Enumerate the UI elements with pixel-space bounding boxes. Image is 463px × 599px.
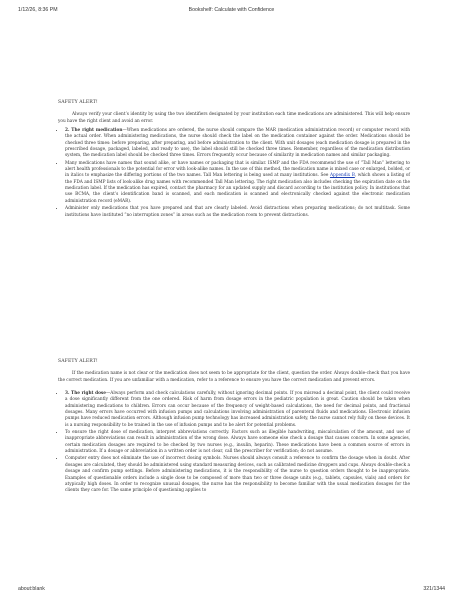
rights-list: [58, 390, 410, 495]
list-item: [65, 429, 410, 455]
content-section-1: [58, 100, 410, 219]
appendix-b-link[interactable]: Appendix B: [329, 173, 355, 179]
page-footer: [18, 582, 445, 592]
page-header: [18, 7, 445, 17]
list-item-text: To ensure the right dose of medication, interpret abbreviations correctly. Factors such as illegible handwriting, miscalculation of the amount, and use of inappropriate abbreviations can result in administration of the wrong dose. Always have someone else check a dosage that causes concern. In some agencies, certain medication dosages are required to be checked by two nurses (e.g., insulin, heparin). These medications have been a common source of errors in administration. If a dosage or abbreviation in a written order is not clear, call the prescriber for verification; do not assume.: [65, 430, 410, 455]
list-item-text: Administer only medications that you have prepared and that are clearly labeled. Avoid distractions when preparing medications; do not multitask. Some institutions have instituted “no interruption zones” in areas such as the medication room to prevent distractions.: [65, 206, 410, 218]
right-medication-label: 2. The right medication: [65, 128, 123, 134]
page-title: Bookshelf: Calculate with Confidence: [188, 7, 275, 13]
list-item: [65, 205, 410, 219]
content-section-2: [58, 359, 410, 495]
footer-url: about:blank: [18, 586, 45, 592]
right-dose-label: 3. The right dose: [65, 391, 107, 397]
list-item: [65, 160, 410, 205]
list-item-text: Many medications have names that sound alike, or have names or packaging that is similar. ISMP and the FDA recommend the use of “Tall Man” lettering to alert health professionals to the potential for error with look-alike names. In the use of this method, the medication name is mixed case or enlarged, bolded, or in italics to emphasize the differing portions of the two names. Tall Man lettering is being used at many institutions. See: [65, 160, 410, 179]
safety-alert-heading: SAFETY ALERT!: [58, 100, 98, 105]
rights-list: [58, 127, 410, 219]
list-item: [65, 455, 410, 494]
print-datetime: 1/12/26, 8:36 PM: [18, 7, 58, 13]
list-item-text: —When medications are ordered, the nurse should compare the MAR (medication administration record) or computer record with the actual order. When administering medications, the nurse should check the label on the medication container against the order. Medications should be checked three times: before preparing, after preparing, and before administration to the client. With unit dosages (each medication dosage is prepared in the prescribed dosage, packaged, labeled, and ready to use), the label should still be checked three times. Remember, regardless of the medication distribution system, the medication label should be checked three times. Errors frequently occur because of similarity in medication names and similar packaging.: [65, 128, 411, 159]
page-number: 321/1344: [423, 586, 445, 592]
list-item-text: Computer entry does not eliminate the use of incorrect dosing symbols. Nurses should always consult a reference to confirm the dosage when in doubt. After dosages are calculated, they should be administered using standard measuring devices, such as calibrated medicine droppers and cups. Always double-check a dosage and confirm pump settings. Before administering medications, it is the responsibility of the nurse to question orders thought to be inappropriate. Examples of questionable orders include a single dose to be composed of more than two or three dosage units (e.g., tablets, capsules, vials) and orders for atypically high doses. In order to recognize unusual dosages, the nurse has the responsibility to become familiar with the usual medication dosages for the clients they care for. The same principle of questioning applies to: [65, 456, 410, 494]
list-item: [65, 127, 410, 160]
list-item-text: , which shows a listing of the FDA and ISMP lists of look-alike drug names with recommended Tall Man lettering. The right medication also includes checking the expiration date on the medication label. If the medication has expired, contact the pharmacy for an updated supply and discard according to the institution policy. In institutions that use BCMA, the client’s identification band is scanned, and each medication is scanned and electronically checked against the electronic medication administration record (eMAR).: [65, 173, 411, 204]
safety-alert-text: Always verify your client’s identity by using the two identifiers designated by your institution each time medications are administered. This will help ensure you have the right client and avoid an error.: [58, 112, 410, 124]
list-item-text: —Always perform and check calculations carefully, without ignoring decimal points. If you misread a decimal point, the client could receive a dose significantly different from the one ordered. Risk of harm from dosage errors in the pediatric population is great. Caution should be taken when administering medications to children. Errors can occur because of the frequency of weight-based calculations, the need for decimal points, and fractional dosages. Many errors have occurred with infusion pumps and calculations involving administration of parenteral fluids and medications. Electronic infusion pumps have reduced medication errors. Although infusion pump technology has increased administration safety, the nurse cannot rely fully on these devices. It is a nursing responsibility to be trained in the use of infusion pumps and to be alert for potential problems.: [65, 391, 410, 428]
list-item: [65, 390, 410, 429]
safety-alert-text: If the medication name is not clear or the medication does not seem to be appropriate for the client, question the order. Always double-check that you have the correct medication. If you are unfamiliar with a medication, refer to a reference to ensure you have the correct medication and prevent errors.: [58, 371, 410, 383]
safety-alert-heading: SAFETY ALERT!: [58, 359, 98, 364]
